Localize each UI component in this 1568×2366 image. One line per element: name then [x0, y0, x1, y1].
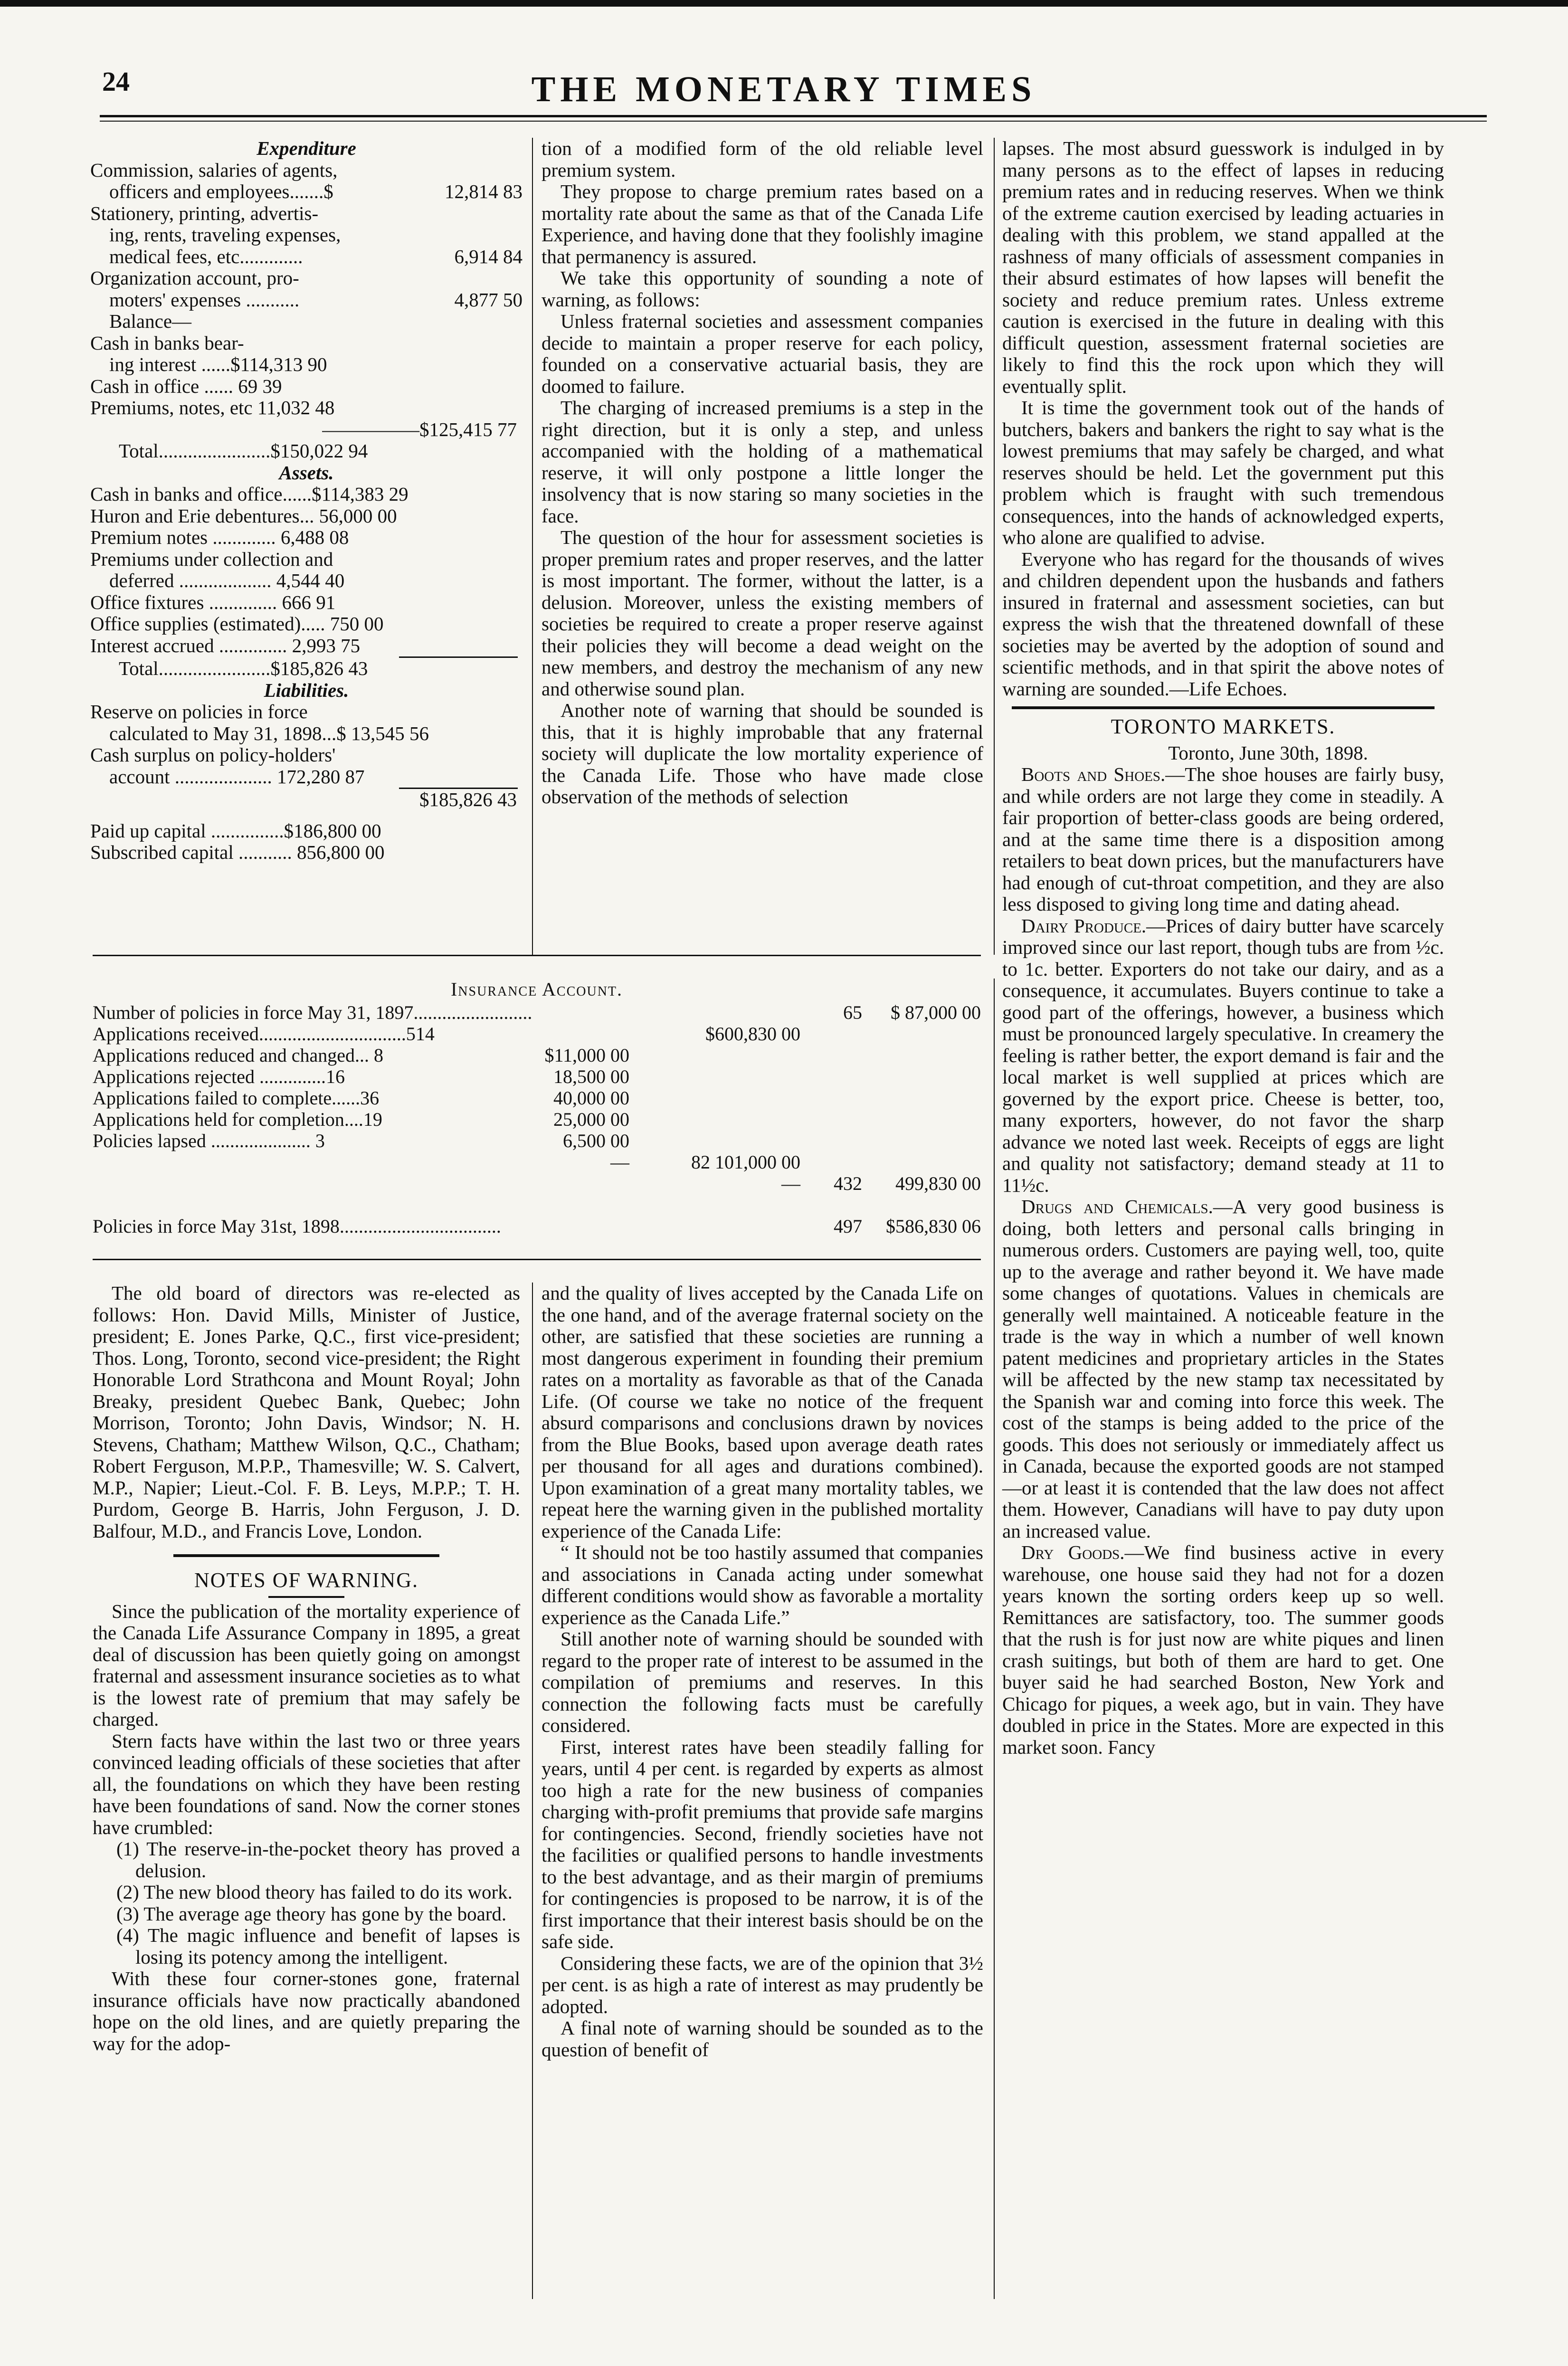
notes-paragraphs [93, 1601, 520, 1839]
asset-row-label: Huron and Erie debentures... 56,000 00 [90, 505, 397, 527]
asset-row-label: Office supplies (estimated)..... 750 00 [90, 613, 384, 635]
top-border [0, 0, 1568, 7]
expenditure-row-amount: 12,814 83 [445, 181, 523, 202]
insurance-row [93, 1173, 981, 1194]
paragraph: They propose to charge premium rates based on a mortality rate about the same as that of the Canada Life Experience, and having done that they foolishly imagine that permanency is assured. [542, 181, 983, 267]
insurance-row [93, 1045, 981, 1066]
expenditure-row [90, 224, 523, 246]
insurance-row [93, 1087, 981, 1109]
insurance-row [93, 1130, 981, 1151]
insurance-row-value: 65 [843, 1002, 862, 1023]
market-section-head: Dry Goods. [1021, 1541, 1125, 1563]
insurance-row-value: $586,830 06 [886, 1216, 981, 1237]
market-section-text: —We find business active in every warehouse, one house said they had not for a dozen years known the sorting orders keep up so well. Remittances are satisfactory, too. The summer goods that the rush is for just now are white piques and linen crash suitings, but both of them are hard to get. One buyer said he had searched Boston, New York and Chicago for piques, a week ago, but in vain. They have doubled in price in the States. More are expected in this market soon. Fancy [1002, 1541, 1444, 1758]
insurance-row-label: Applications held for completion....19 [93, 1109, 382, 1130]
asset-row [90, 613, 523, 635]
asset-row [90, 484, 523, 505]
expenditure-row [90, 333, 523, 354]
insurance-row [93, 1194, 981, 1216]
expenditure-row-label: Organization account, pro- [90, 267, 299, 289]
notes-heading: NOTES OF WARNING. [194, 1568, 418, 1592]
expenditure-list [90, 160, 523, 441]
asset-row [90, 505, 523, 527]
insurance-row-value: 6,500 00 [563, 1130, 629, 1151]
capital-row-label: Paid up capital ...............$186,800 00 [90, 820, 381, 842]
asset-row-label: Cash in banks and office......$114,383 29 [90, 484, 409, 505]
lapses-article [1002, 138, 1444, 700]
heading-rule [268, 1596, 344, 1598]
market-section-text: —The shoe houses are fairly busy, and while orders are not large they come in steadily. A fair proportion of better-class goods are being ordered, and at the same time there is a disposition among retailers to beat down prices, but the manufacturers have had enough of cut-throat competition, and they are also less disposed to giving long time and dating ahead. [1002, 763, 1444, 915]
insurance-row-value: 25,000 00 [553, 1109, 629, 1130]
expenditure-row-label: —————$125,415 77 [322, 418, 517, 440]
insurance-row [93, 1151, 981, 1173]
list-item: (2) The new blood theory has failed to do its work. [116, 1881, 513, 1903]
markets-date: Toronto, June 30th, 1898. [1168, 741, 1368, 764]
capital-row [90, 842, 523, 864]
paragraph: Stern facts have within the last two or three years convinced leading officials of these societies that after all, the foundations on which they have been resting have been foundations of sand. Now the corner stones have crumbled: [93, 1729, 520, 1838]
liability-row-label: calculated to May 31, 1898...$ 13,545 56 [109, 722, 429, 744]
ins-bottom-rule [93, 1259, 981, 1260]
paragraph: tion of a modified form of the old reliable level premium system. [542, 137, 983, 181]
masthead-title: THE MONETARY TIMES [531, 69, 1036, 109]
paragraph: Everyone who has regard for the thousands of wives and children dependent upon the husbands and fathers insured in fraternal and assessment societies, can but express the wish that the threatened downfall of these societies may be averted by the adoption of sound and scientific methods, and in that spirit the above notes of warning are sounded.—Life Echoes. [1002, 548, 1444, 700]
capital-row-label: Subscribed capital ........... 856,800 00 [90, 842, 385, 863]
paragraph: Still another note of warning should be sounded with regard to the proper rate of interest to be assumed in the compilation of premiums and reserves. In this connection the following facts must be carefully considered. [542, 1628, 983, 1736]
assets-list [90, 484, 523, 656]
asset-row [90, 549, 523, 570]
expenditure-row-label: Stationery, printing, advertis- [90, 202, 319, 224]
expenditure-row-label: Premiums, notes, etc 11,032 48 [90, 397, 335, 418]
expenditure-row [90, 354, 523, 376]
column-divider-1 [532, 138, 533, 955]
insurance-row [93, 1216, 981, 1237]
list-item: (3) The average age theory has gone by the board. [116, 1902, 507, 1925]
market-section [1002, 915, 1444, 1197]
insurance-row-label: Applications received...............................514 [93, 1023, 435, 1045]
asset-row-label: Premiums under collection and [90, 548, 333, 570]
expenditure-row [90, 376, 523, 398]
insurance-account-title: Insurance Account. [450, 979, 623, 1000]
insurance-row-value: 40,000 00 [553, 1087, 629, 1109]
section-rule [173, 1554, 439, 1557]
liability-row-label: Reserve on policies in force [90, 701, 308, 722]
insurance-row-value: 497 [834, 1216, 862, 1237]
asset-row-label: Premium notes ............. 6,488 08 [90, 527, 349, 548]
paragraph: Since the publication of the mortality experience of the Canada Life Assurance Company in 1895, a great deal of discussion has been quietly going on amongst fraternal and assessment insurance societies as to what is the lowest rate of premium that may safely be charged. [93, 1600, 520, 1730]
section-rule [1012, 706, 1435, 709]
ins-top-rule [93, 955, 981, 956]
market-sections [1002, 764, 1444, 1758]
expenditure-row-amount: 4,877 50 [454, 288, 523, 311]
masthead-rule-thin [100, 121, 1487, 122]
liabilities-total: $185,826 43 [419, 789, 517, 810]
market-section [1002, 1542, 1444, 1758]
expenditure-row [90, 289, 523, 311]
insurance-row-value: 499,830 00 [895, 1173, 981, 1194]
asset-row-label: deferred ................... 4,544 40 [109, 570, 345, 591]
liability-row [90, 723, 523, 745]
notes-list [93, 1838, 520, 1968]
paragraph: Unless fraternal societies and assessment companies decide to maintain a proper reserve for each policy, founded on a conservative actuarial basis, they are doomed to failure. [542, 310, 983, 397]
liability-row [90, 744, 523, 766]
insurance-row-value: 432 [834, 1173, 862, 1194]
insurance-row-value: $600,830 00 [705, 1023, 800, 1045]
insurance-row-value: 82 101,000 00 [691, 1151, 800, 1173]
insurance-row [93, 1066, 981, 1087]
expenditure-row-label: ing interest ......$114,313 90 [109, 354, 327, 375]
insurance-row-label: Policies in force May 31st, 1898.................................. [93, 1216, 501, 1237]
liabilities-list [90, 701, 523, 788]
insurance-account-rows [93, 1002, 981, 1237]
expenditure-row-label: Cash in banks bear- [90, 332, 244, 354]
insurance-row-value: — [781, 1173, 800, 1194]
markets-heading: TORONTO MARKETS. [1111, 715, 1336, 738]
insurance-row-label: Applications reduced and changed... 8 [93, 1045, 384, 1066]
expenditure-row-label: officers and employees.......$ [109, 181, 333, 202]
insurance-row-value: — [610, 1151, 629, 1173]
list-item: (1) The reserve-in-the-pocket theory has proved a delusion. [116, 1838, 520, 1881]
expenditure-row-amount: 6,914 84 [454, 245, 523, 267]
expenditure-row-label: medical fees, etc............. [109, 246, 303, 267]
paragraph: Another note of warning that should be sounded is this, that it is highly improbable that any fraternal society will duplicate the low mortality experience of the Canada Life. Those who have made close observation of the methods of selection [542, 699, 983, 808]
expenditure-row-label: Balance— [109, 311, 192, 332]
capital-row [90, 820, 523, 842]
insurance-row-label: Number of policies in force May 31, 1897......................... [93, 1002, 532, 1023]
insurance-row-value: 18,500 00 [553, 1066, 629, 1087]
asset-row-label: Interest accrued .............. 2,993 75 [90, 635, 361, 656]
assets-total: Total.......................$185,826 43 [119, 658, 368, 679]
asset-row-label: Office fixtures .............. 666 91 [90, 591, 336, 613]
insurance-row [93, 1023, 981, 1045]
asset-row [90, 592, 523, 614]
masthead-rule [100, 115, 1487, 117]
expenditure-row-label: Cash in office ...... 69 39 [90, 375, 282, 397]
paragraph: First, interest rates have been steadily falling for years, until 4 per cent. is regarded by experts as almost too high a rate for the new business of companies charging with-profit premiums that provide safe margins for contingencies. Second, friendly societies have not the facilities or qualified persons to handle investments to the best advantage, and as their margin of premiums for contingencies is proposed to be narrow, it is of the first importance that their interest basis should be on the safe side. [542, 1736, 983, 1952]
asset-row [90, 570, 523, 592]
paragraph: The charging of increased premiums is a step in the right direction, but it is only a step, and unless accompanied with the holding of a mathematical reserve, it will only postpone a little longer the insolvency that is now staring so many societies in the face. [542, 397, 983, 527]
paragraph: lapses. The most absurd guesswork is indulged in by many persons as to the effect of lapses in reducing premium rates and in reducing reserves. When we think of the extreme caution exercised by leading actuaries in dealing with this problem, we stand appalled at the rashness of many officials of assessment companies in their absurd estimates of how lapses will benefit the society and reduce premium rates. Unless extreme caution is exercised in the future in dealing with this difficult question, assessment fraternal societies are likely to find this the rock upon which they will eventually split. [1002, 137, 1444, 397]
liability-row [90, 766, 523, 788]
paragraph: The question of the hour for assessment societies is proper premium rates and proper reserves, and the latter is most important. The former, without the latter, is a delusion. Moreover, unless the existing members of societies be required to create a proper reserve against their policies they will become a dead weight on the new members, and destroy the mechanism of any new and otherwise sound plan. [542, 526, 983, 700]
column-divider-4 [994, 979, 995, 2299]
liability-row [90, 701, 523, 723]
insurance-row-value: $ 87,000 00 [891, 1002, 981, 1023]
expenditure-row-label: Commission, salaries of agents, [90, 159, 338, 181]
column-divider-2 [994, 138, 995, 955]
expenditure-row [90, 181, 523, 203]
expenditure-row-label: ing, rents, traveling expenses, [109, 224, 341, 246]
expenditure-row [90, 419, 523, 441]
financial-statement [90, 138, 523, 864]
expenditure-row [90, 311, 523, 333]
insurance-row-label: Applications failed to complete......36 [93, 1087, 380, 1109]
insurance-row-value: $11,000 00 [544, 1045, 629, 1066]
expenditure-heading: Expenditure [257, 137, 356, 159]
insurance-row-label: Applications rejected ..............16 [93, 1066, 345, 1087]
market-section-head: Boots and Shoes. [1021, 763, 1166, 785]
expenditure-row [90, 267, 523, 289]
expenditure-total: Total.......................$150,022 94 [119, 440, 368, 462]
board-paragraph: The old board of directors was re-elected as follows: Hon. David Mills, Minister of Justice, president; E. Jones Parke, Q.C., first vice-president; Thos. Long, Toronto, second vice-president; the Right Honorable Lord Strathcona and Mount Royal; John Breaky, president Quebec Bank, Quebec; John Morrison, Toronto; John Davis, Windsor; N. H. Stevens, Chatham; Matthew Wilson, Q.C., Chatham; Robert Ferguson, M.P.P., Thamesville; W. S. Calvert, M.P., Napier; Lieut.-Col. F. B. Leys, M.P.P.; T. H. Purdom, George B. Harris, John Ferguson, J. D. Balfour, M.D., and Francis Love, London. [93, 1282, 520, 1542]
market-section [1002, 1196, 1444, 1542]
market-section [1002, 764, 1444, 915]
expenditure-row [90, 246, 523, 268]
market-section-head: Drugs and Chemicals. [1021, 1196, 1213, 1217]
expenditure-row [90, 203, 523, 225]
asset-row [90, 635, 523, 657]
paragraph: “ It should not be too hastily assumed that companies and associations in Canada acting under somewhat different conditions would show as favorable a mortality experience as the Canada Life.” [542, 1541, 983, 1628]
liability-row-label: account .................... 172,280 87 [109, 766, 365, 788]
expenditure-row [90, 397, 523, 419]
assets-heading: Assets. [279, 461, 334, 484]
paragraph: A final note of warning should be sounded as to the question of benefit of [542, 2017, 983, 2061]
paragraph: and the quality of lives accepted by the Canada Life on the one hand, and of the average fraternal society on the other, are satisfied that these societies are running a most dangerous experiment in founding their premium rates on a mortality as favorable as that of the Canada Life. (Of course we take no notice of the frequent absurd comparisons and conclusions drawn by novices from the Blue Books, based upon average death rates per thousand for all ages and durations combined). Upon examination of a great many mortality tables, we repeat here the warning given in the published mortality experience of the Canada Life: [542, 1282, 983, 1542]
insurance-row [93, 1109, 981, 1130]
market-section-head: Dairy Produce. [1021, 914, 1147, 937]
notes-closing: With these four corner-stones gone, fraternal insurance officials have now practically abandoned hope on the old lines, and are quietly preparing the way for the adop- [93, 1967, 520, 2054]
expenditure-row [90, 160, 523, 181]
insurance-row [93, 1002, 981, 1023]
expenditure-row-label: moters' expenses ........... [109, 289, 300, 311]
page-number: 24 [102, 66, 130, 97]
article-column-1-bottom [93, 1283, 520, 2054]
market-section-text: —Prices of dairy butter have scarcely improved since our last report, though tubs are from ½c. to 1c. better. Exporters do not take our dairy, and as a consequence, it accumulates. Buyers continue to take a good part of the offerings, however, a business which must be pronounced largely speculative. In creamery the feeling is rather better, the export demand is fair and the local market is well supplied at prices which are governed by the export price. Cheese is better, too, many exporters, however, do not favor the sharp advance we noted last week. Receipts of eggs are light and quality not satisfactory; demand steady at 11 to 11½c. [1002, 914, 1444, 1196]
article-column-2-top [542, 138, 983, 808]
column-divider-3 [532, 1283, 533, 2299]
insurance-row-label: Policies lapsed ..................... 3 [93, 1130, 325, 1151]
capital-list [90, 820, 523, 864]
list-item: (4) The magic influence and benefit of lapses is losing its potency among the intelligent. [116, 1924, 520, 1968]
liability-row-label: Cash surplus on policy-holders' [90, 744, 336, 766]
paragraph: Considering these facts, we are of the opinion that 3½ per cent. is as high a rate of interest as may prudently be adopted. [542, 1952, 983, 2017]
paragraph: It is time the government took out of the hands of butchers, bakers and bankers the right to say what is the lowest premiums that may safely be charged, and what reserves should be held. Let the government put this problem which is fraught with such tremendous consequences, into the hands of acknowledged experts, who alone are qualified to advise. [1002, 397, 1444, 548]
liabilities-heading: Liabilities. [264, 679, 349, 701]
article-column-2-bottom [542, 1283, 983, 2061]
market-section-text: —A very good business is doing, both letters and personal calls bringing in numerous orders. Customers are paying well, too, quite up to the average and rather beyond it. We have made some changes of quotations. Values in chemicals are generally well maintained. A noticeable feature in the trade is the way in which a number of well known patent medicines and proprietary articles in the States will be affected by the new stamp tax necessitated by the Spanish war and coming into force this week. The cost of the stamps is being added to the price of the goods. This does not seriously or immediately affect us in Canada, because the exported goods are not stamped—or at least it is contended that the law does not affect them. However, Canadians will have to pay duty upon an increased value. [1002, 1196, 1444, 1542]
insurance-account [93, 979, 981, 1237]
article-column-3 [1002, 138, 1444, 1758]
asset-row [90, 527, 523, 549]
paragraph: We take this opportunity of sounding a note of warning, as follows: [542, 267, 983, 311]
